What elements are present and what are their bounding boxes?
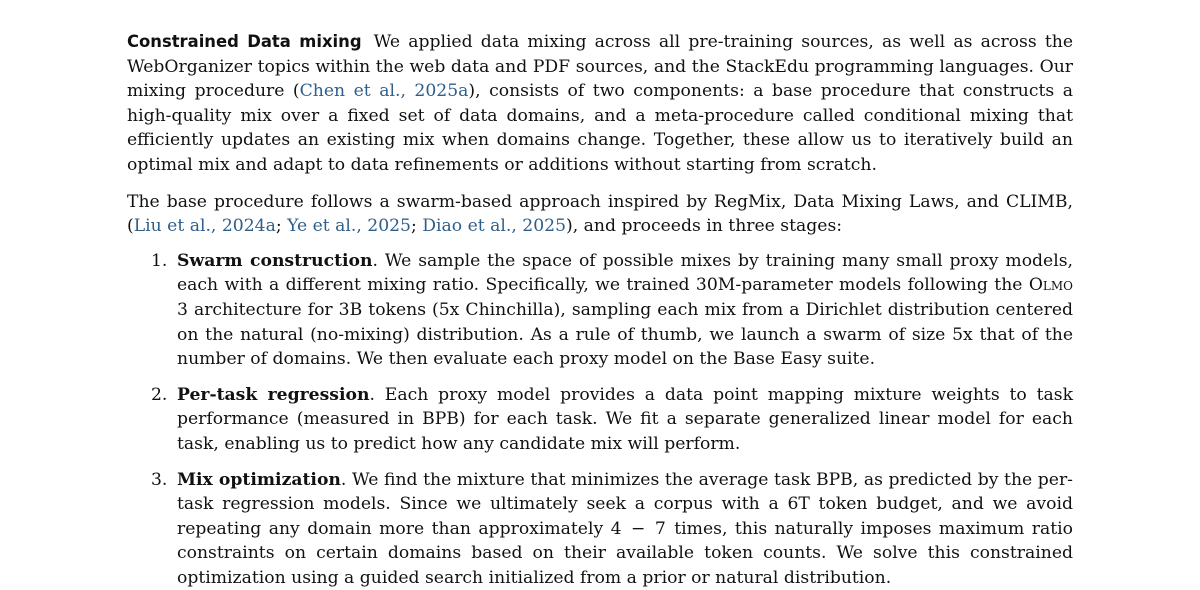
- list-item-title: Per-task regression: [177, 385, 369, 405]
- list-item-number: 1.: [151, 249, 167, 274]
- list-item-text: . We sample the space of possible mixes by training many small proxy models, each with a different mixing ratio. Specifically, we trained 30M-parameter models following the: [177, 251, 1073, 296]
- paragraph-text: ), and proceeds in three stages:: [566, 216, 842, 236]
- paragraph-text: The base procedure follows a swarm-based approach inspired by RegMix, Data Mixing Laws, and CLIMB, (: [127, 192, 1073, 237]
- list-item: [127, 249, 1073, 372]
- paragraph-text: ), consists of two components: a base procedure that constructs a high-quality mix over a fixed set of data domains, and a meta-procedure called conditional mixing that efficiently updates an existing mix when domains change. Together, these allow us to iteratively build an optimal mix and adapt to data refinements or additions without starting from scratch.: [127, 81, 1073, 175]
- list-item-text: . Each proxy model provides a data point mapping mixture weights to task performance (measured in BPB) for each task. We fit a separate generalized linear model for each task, enabling us to predict how any candidate mix will perform.: [177, 385, 1073, 454]
- citation-link[interactable]: Liu et al., 2024a: [134, 216, 276, 236]
- paragraph-text: We applied data mixing across all pre-training sources, as well as across the WebOrganizer topics within the web data and PDF sources, and the StackEdu programming languages. Our mixing procedure (: [127, 32, 1073, 101]
- list-item-text: architecture for 3B tokens (5x Chinchilla), sampling each mix from a Dirichlet distribution centered on the natural (no-mixing) distribution. As a rule of thumb, we launch a swarm of size 5x that of the number of domains. We then evaluate each proxy model on the Base Easy suite.: [177, 300, 1073, 369]
- citation-link[interactable]: Chen et al., 2025a: [300, 81, 469, 101]
- math-range: 4 − 7: [611, 519, 667, 539]
- citation-separator: ;: [411, 216, 422, 236]
- paragraph-heading: Constrained Data mixing: [127, 32, 362, 51]
- paragraph-base-procedure: [127, 190, 1073, 239]
- citation-link[interactable]: Diao et al., 2025: [422, 216, 566, 236]
- list-item: [127, 383, 1073, 457]
- list-item-text: times, this naturally imposes maximum ratio constraints on certain domains based on their available token counts. We solve this constrained optimization using a guided search initialized from a prior or natural distribution.: [177, 519, 1073, 588]
- model-name: Olmo 3: [177, 275, 1073, 320]
- citation-separator: ;: [276, 216, 287, 236]
- list-item-title: Mix optimization: [177, 470, 341, 490]
- paragraph-constrained-data-mixing: [127, 30, 1073, 178]
- list-item: [127, 468, 1073, 590]
- citation-link[interactable]: Ye et al., 2025: [287, 216, 411, 236]
- list-item-number: 2.: [151, 383, 167, 408]
- list-item-title: Swarm construction: [177, 251, 373, 271]
- list-item-number: 3.: [151, 468, 167, 493]
- stages-list: [127, 249, 1073, 590]
- list-item-text: . We find the mixture that minimizes the average task BPB, as predicted by the per-task regression models. Since we ultimately seek a corpus with a 6T token budget, and we avoid repeating any domain more than approximately: [177, 470, 1073, 539]
- paper-excerpt: [127, 30, 1073, 590]
